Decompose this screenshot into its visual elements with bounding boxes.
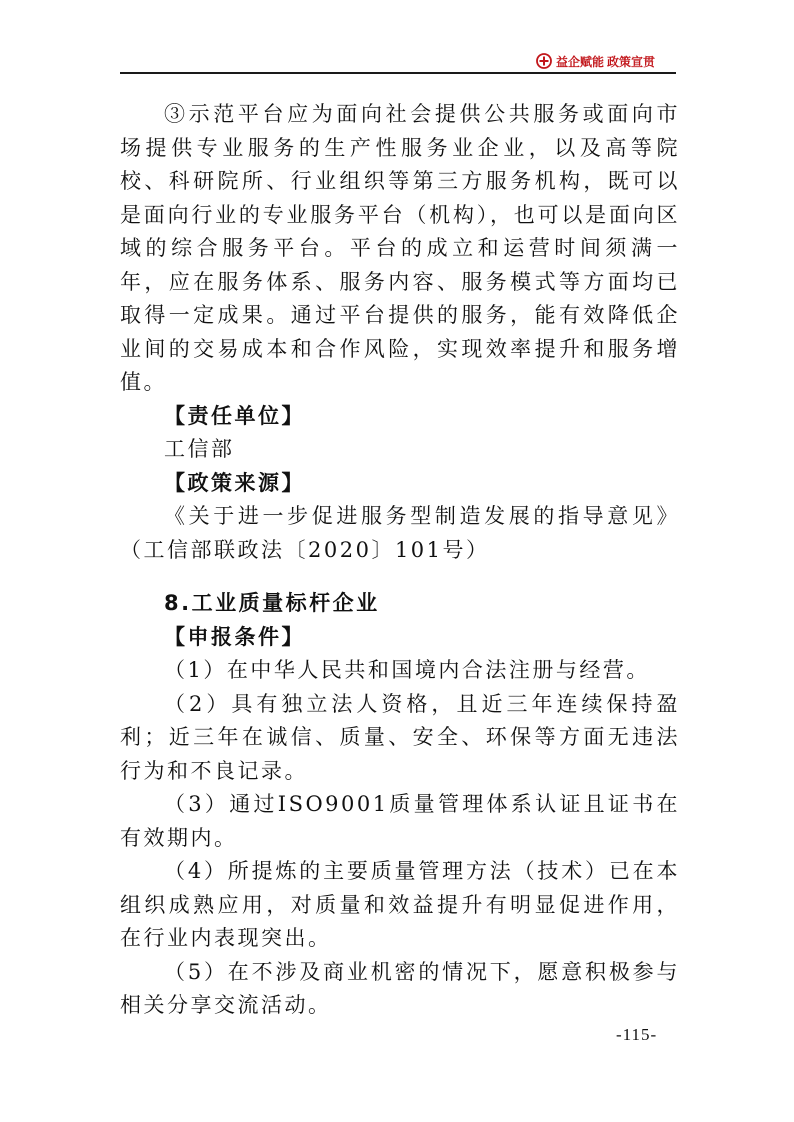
platform-paragraph: ③示范平台应为面向社会提供公共服务或面向市场提供专业服务的生产性服务业企业，以及高等院校、科研院所、行业组织等第三方服务机构，既可以是面向行业的专业服务平台（机构），也可以是面向区域的综合服务平台。平台的成立和运营时间须满一年，应在服务体系、服务内容、服务模式等方面均已取得一定成果。通过平台提供的服务，能有效降低企业间的交易成本和合作风险，实现效率提升和服务增值。 (120, 102, 680, 394)
heading-conditions: 【申报条件】 (164, 624, 305, 649)
condition-item: （4）所提炼的主要质量管理方法（技术）已在本组织成熟应用，对质量和效益提升有明显促进作用，在行业内表现突出。 (120, 859, 680, 950)
logo-text (556, 53, 655, 70)
logo-tag: 政策宣贯 (607, 54, 656, 69)
responsible-unit: 工信部 (164, 437, 235, 461)
logo-brand: 益企赋能 (556, 54, 605, 69)
document-body (120, 98, 680, 1023)
header-divider (120, 72, 676, 74)
heading-policy-source: 【政策来源】 (164, 470, 305, 495)
condition-item: （1）在中华人民共和国境内合法注册与经营。 (164, 658, 650, 682)
heading-responsible-unit: 【责任单位】 (164, 403, 305, 428)
section-title: 8.工业质量标杆企业 (164, 591, 380, 615)
condition-item: （3）通过ISO9001质量管理体系认证且证书在有效期内。 (120, 792, 680, 850)
condition-item: （5）在不涉及商业机密的情况下，愿意积极参与相关分享交流活动。 (120, 959, 680, 1017)
page-number: -115- (616, 1025, 658, 1044)
condition-item: （2）具有独立法人资格，且近三年连续保持盈利；近三年在诚信、质量、安全、环保等方面无违法行为和不良记录。 (120, 691, 680, 783)
header-logo (536, 50, 676, 72)
logo-emblem-icon (536, 53, 552, 69)
policy-source: 《关于进一步促进服务型制造发展的指导意见》（工信部联政法〔2020〕101号） (120, 504, 680, 562)
